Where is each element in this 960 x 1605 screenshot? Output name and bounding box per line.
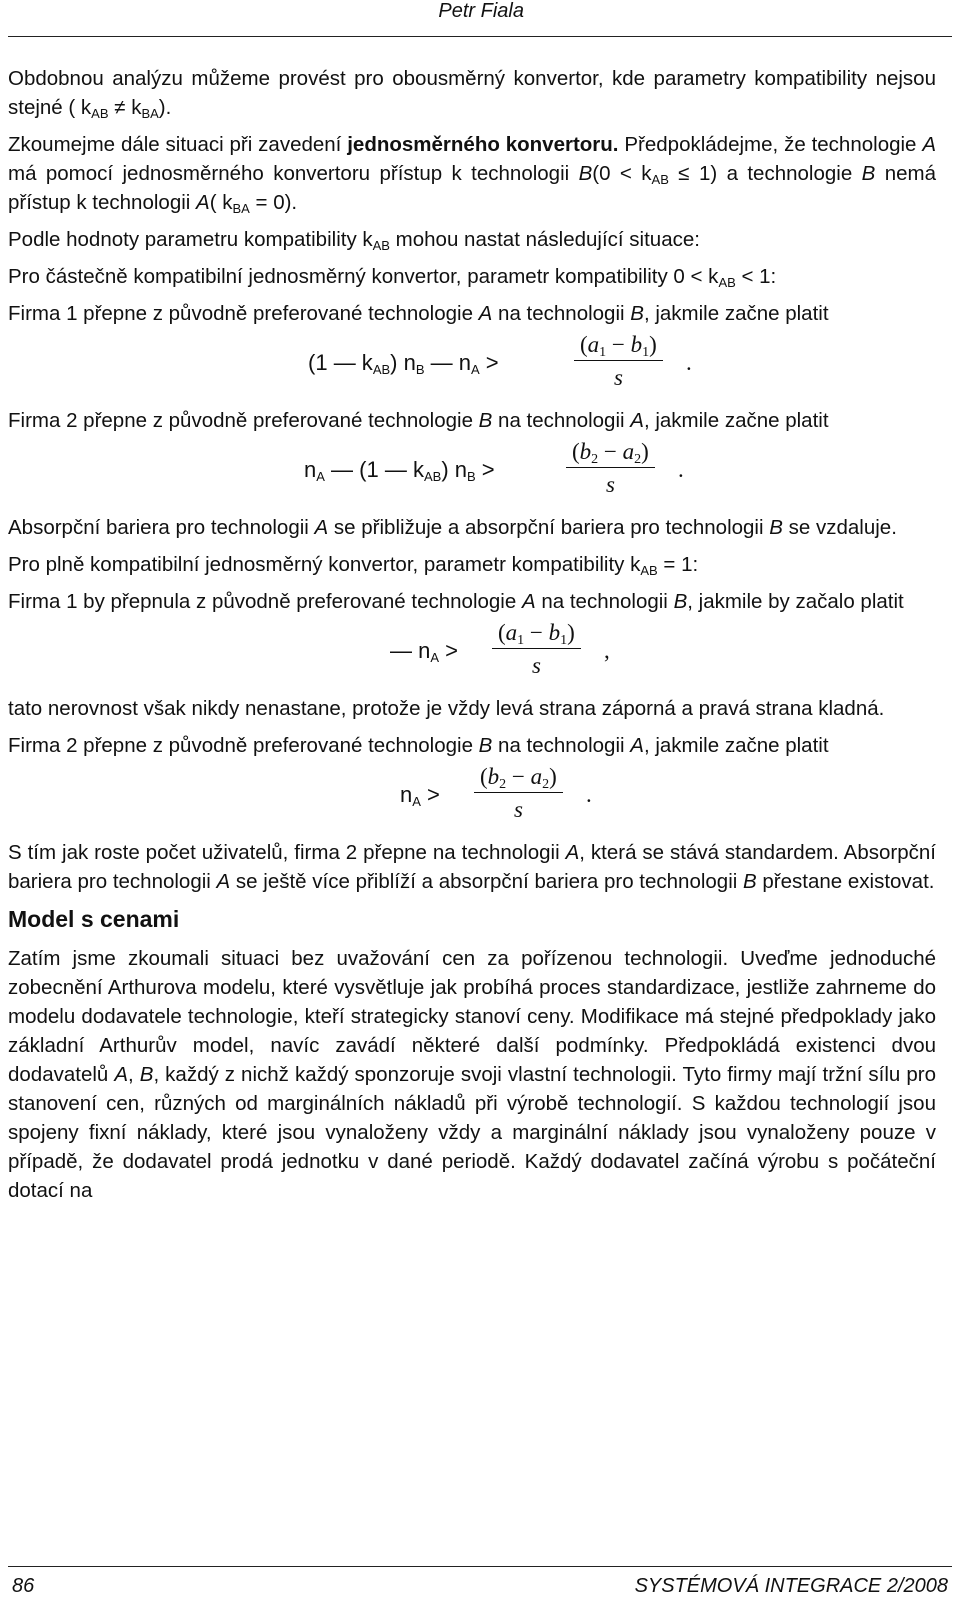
equation-1-fraction: $\frac{(a_1 - b_1)}{s}$ (574, 330, 663, 395)
paragraph-firm1-full: Firma 1 by přepnula z původně preferované technologie A na technologii B, jakmile by začalo platit (8, 590, 904, 613)
page-footer (8, 1566, 952, 1605)
paragraph-prices: Zatím jsme zkoumali situaci bez uvažování cen za pořízenou technologii. Uveďme jednoduché zobecnění Arthurova modelu, které vysvětluje jak probíhá proces standardizace, jestliže zahrneme do modelu dodavatele technologie, kteří strategicky stanoví ceny. Modifikace má stejné předpoklady jako základní Arthurův model, navíc zavádí některé další podmínky. Předpokládá existenci dvou dodavatelů A, B, každý z nichž každý sponzoruje svoji vlastní technologii. Tyto firmy mají tržní sílu pro stanovení cen, různých od marginálních nákladů při výrobě technologií. S každou technologií jsou spojeny fixní náklady, které jsou vynaloženy vždy a marginální náklady jsou vynaloženy pouze v případě, že dodavatel prodá jednotku v dané periodě. Každý dodavatel začíná výrobu s počáteční dotací na (8, 947, 936, 1202)
equation-3-fraction: $\frac{(a_1 - b_1)}{s}$ (492, 618, 581, 683)
section-heading: Model s cenami (8, 906, 180, 932)
equation-4: $n_A$ > $\frac{(b_2 - a_2)}{s}$ . (8, 762, 936, 830)
equation-2-lhs: $n_A$ — (1 — $k_{AB}$) $n_B$ > (304, 457, 495, 484)
equation-3-lhs: — $n_A$ > (390, 638, 458, 665)
equation-4-lhs: $n_A$ > (400, 782, 440, 809)
equation-4-fraction: $\frac{(b_2 - a_2)}{s}$ (474, 762, 563, 827)
equation-1: (1 — $k_{AB}$) $n_B$ — $n_A$ > $\frac{(a_1 - b_1)}{s}$ . (8, 330, 936, 398)
equation-1-lhs: (1 — $k_{AB}$) $n_B$ — $n_A$ > (308, 350, 499, 377)
paragraph-full: Pro plně kompatibilní jednosměrný konvertor, parametr kompatibility $k_{AB} = 1$: (8, 553, 699, 578)
paragraph-unidirectional-intro: Zkoumejme dále situaci při zavedení jednosměrného konvertoru. Předpokládejme, že technologie A má pomocí jednosměrného konvertoru přístup k technologii $B(0 < k_{AB} \le 1)$ a technologie B nemá přístup k technologii A( $k_{BA} = 0$). (8, 133, 936, 216)
paragraph-firm1-partial: Firma 1 přepne z původně preferované technologie A na technologii B, jakmile začne platit (8, 302, 829, 325)
equation-3: — $n_A$ > $\frac{(a_1 - b_1)}{s}$ , (8, 618, 936, 686)
paragraph-partial: Pro částečně kompatibilní jednosměrný konvertor, parametr kompatibility $0 < k_{AB} < 1$: (8, 265, 777, 290)
article-body (8, 64, 936, 1213)
equation-2: $n_A$ — (1 — $k_{AB}$) $n_B$ > $\frac{(b_2 - a_2)}{s}$ . (8, 437, 936, 505)
journal-name: SYSTÉMOVÁ INTEGRACE 2/2008 (634, 1575, 948, 1597)
paragraph-firm2-partial: Firma 2 přepne z původně preferované technologie B na technologii A, jakmile začne platit (8, 409, 829, 432)
paragraph-situations: Podle hodnoty parametru kompatibility $k_{AB}$ mohou nastat následující situace: (8, 228, 700, 253)
equation-2-fraction: $\frac{(b_2 - a_2)}{s}$ (566, 437, 655, 502)
paragraph-never: tato nerovnost však nikdy nenastane, protože je vždy levá strana záporná a pravá strana kladná. (8, 697, 885, 720)
paragraph-bidirectional: Obdobnou analýzu můžeme provést pro obousměrný konvertor, kde parametry kompatibility nejsou stejné ( $k_{AB} \ne k_{BA}$). (8, 67, 936, 121)
paragraph-absorption-1: Absorpční bariera pro technologii A se přibližuje a absorpční bariera pro technologii B se vzdaluje. (8, 516, 897, 539)
header-author: Petr Fiala (438, 0, 524, 22)
paragraph-firm2-full: Firma 2 přepne z původně preferované technologie B na technologii A, jakmile začne platit (8, 734, 829, 757)
page-number: 86 (12, 1575, 35, 1597)
paragraph-standard: S tím jak roste počet uživatelů, firma 2 přepne na technologii A, která se stává standardem. Absorpční bariera pro technologii A se ještě více přiblíží a absorpční bariera pro technologii B přestane existovat. (8, 841, 936, 893)
page-header (8, 0, 952, 37)
